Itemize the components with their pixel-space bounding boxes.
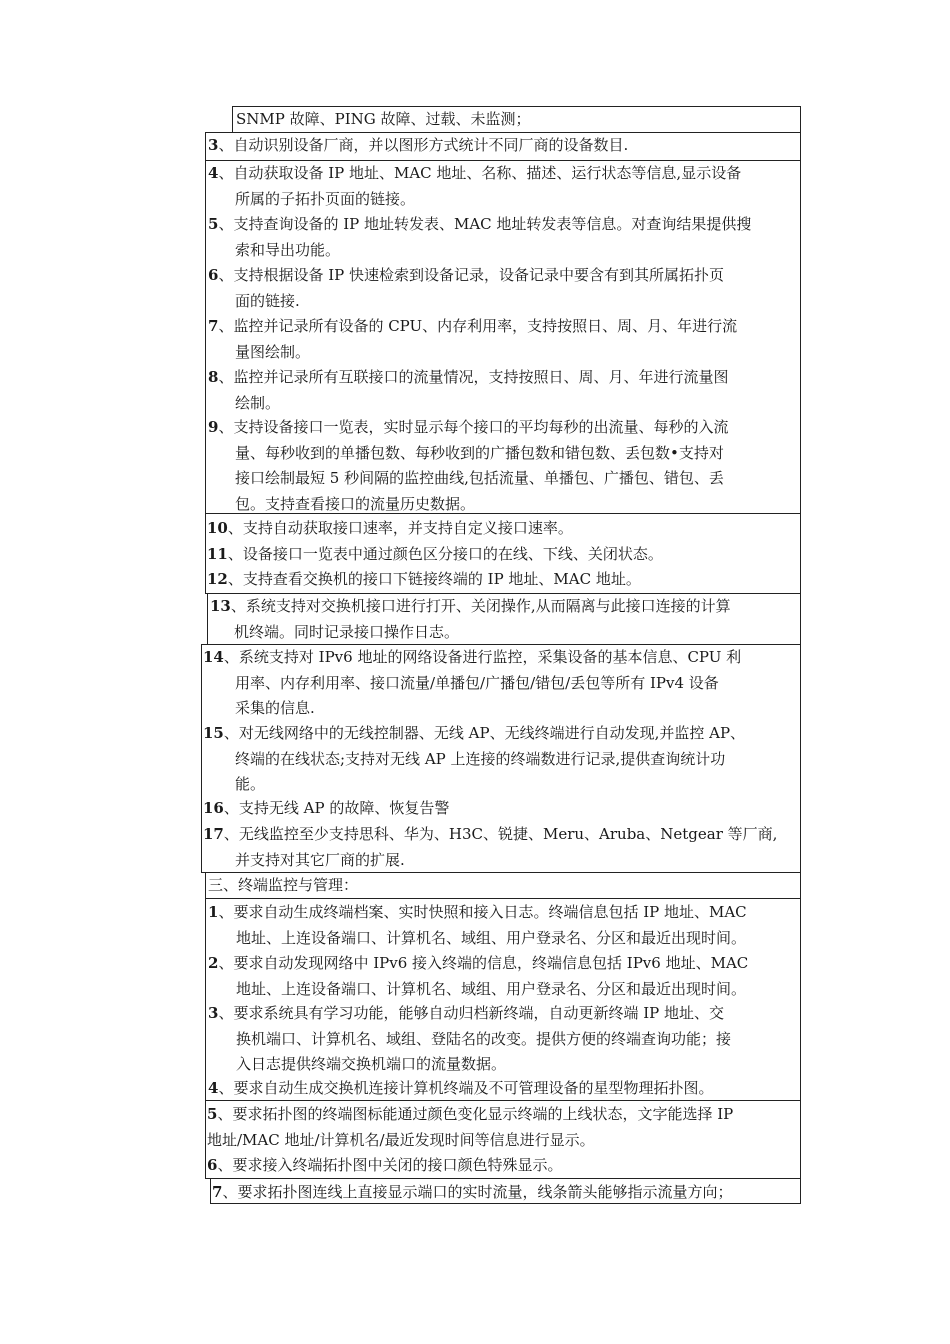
item-number: 15 xyxy=(203,724,224,742)
item-number: 13 xyxy=(210,597,231,615)
list-item xyxy=(208,951,748,1002)
list-item xyxy=(236,107,531,133)
item-line: 机终端。同时记录接口操作日志。 xyxy=(234,622,460,641)
item-line: 终端的在线状态;支持对无线 AP 上连接的终端数进行记录,提供查询统计功 xyxy=(235,749,726,768)
item-number: 9 xyxy=(208,418,219,436)
item-line: 所属的子拓扑页面的链接。 xyxy=(235,189,416,208)
item-number: 3 xyxy=(208,136,219,154)
item-line: 索和导出功能。 xyxy=(235,240,341,259)
list-item xyxy=(203,645,741,722)
item-line: 、支持查看交换机的接口下链接终端的 IP 地址、MAC 地址。 xyxy=(227,570,641,588)
item-number: 16 xyxy=(203,799,224,817)
item-line: 接口绘制最短 5 秒间隔的监控曲线,包括流量、单播包、广播包、错包、丢 xyxy=(235,469,724,487)
list-item xyxy=(203,721,745,798)
item-line: 、要求系统具有学习功能，能够自动归档新终端，自动更新终端 IP 地址、交 xyxy=(218,1004,724,1022)
item-number: 7 xyxy=(212,1183,223,1201)
list-item xyxy=(208,900,747,951)
list-item xyxy=(208,212,751,263)
item-number: 6 xyxy=(207,1156,218,1174)
item-line: 、监控并记录所有互联接口的流量情况，支持按照日、周、月、年进行流量图 xyxy=(218,368,729,386)
list-item xyxy=(208,161,741,212)
item-line: 面的链接. xyxy=(235,291,300,310)
list-item xyxy=(207,542,663,568)
item-line: 、自动获取设备 IP 地址、MAC 地址、名称、描述、运行状态等信息,显示设备 xyxy=(218,164,742,182)
item-line: 绘制。 xyxy=(235,393,281,412)
item-line: 、设备接口一览表中通过颜色区分接口的在线、下线、关闭状态。 xyxy=(227,545,663,563)
item-line: 、支持无线 AP 的故障、恢复告警 xyxy=(223,799,450,817)
item-line: 、无线监控至少支持思科、华为、H3C、锐捷、Meru、Aruba、Netgear 等厂商, xyxy=(223,825,778,843)
item-number: 7 xyxy=(208,317,219,335)
item-line: 、要求接入终端拓扑图中关闭的接口颜色特殊显示。 xyxy=(217,1156,563,1174)
item-line: 、支持查询设备的 IP 地址转发表、MAC 地址转发表等信息。对查询结果提供搜 xyxy=(218,215,752,233)
list-item xyxy=(208,1001,731,1078)
list-item xyxy=(207,567,641,593)
list-item xyxy=(208,133,628,159)
item-line: 、要求拓扑图的终端图标能通过颜色变化显示终端的上线状态，文字能选择 IP xyxy=(217,1105,734,1123)
item-number: 1 xyxy=(208,903,219,921)
item-line: 地址、上连设备端口、计算机名、域组、用户登录名、分区和最近出现时间。 xyxy=(236,928,747,947)
item-line: 、系统支持对 IPv6 地址的网络设备进行监控，采集设备的基本信息、CPU 利 xyxy=(223,648,742,666)
item-number: 8 xyxy=(208,368,219,386)
item-line: 、支持设备接口一览表，实时显示每个接口的平均每秒的出流量、每秒的入流 xyxy=(218,418,729,436)
section-heading xyxy=(208,873,358,899)
list-item xyxy=(207,1153,562,1179)
item-line: 、系统支持对交换机接口进行打开、关闭操作,从而隔离与此接口连接的计算 xyxy=(230,597,731,615)
item-number: 5 xyxy=(207,1105,218,1123)
item-number: 11 xyxy=(207,545,228,563)
list-item xyxy=(203,796,449,822)
list-item xyxy=(207,516,573,542)
item-number: 3 xyxy=(208,1004,219,1022)
item-number: 14 xyxy=(203,648,224,666)
item-number: 12 xyxy=(207,570,228,588)
item-line: 量图绘制。 xyxy=(235,342,311,361)
item-line: 、对无线网络中的无线控制器、无线 AP、无线终端进行自动发现,并监控 AP、 xyxy=(223,724,746,742)
item-number: 2 xyxy=(208,954,219,972)
item-number: 5 xyxy=(208,215,219,233)
item-number: 17 xyxy=(203,825,224,843)
item-line: 地址/MAC 地址/计算机名/最近发现时间等信息进行显示。 xyxy=(207,1130,595,1149)
item-line: 并支持对其它厂商的扩展. xyxy=(235,850,405,869)
item-line: SNMP 故障、PING 故障、过载、未监测； xyxy=(236,110,531,128)
list-item xyxy=(203,822,777,873)
item-line: 、要求自动生成交换机连接计算机终端及不可管理设备的星型物理拓扑图。 xyxy=(218,1079,714,1097)
list-item xyxy=(208,415,728,517)
item-number: 10 xyxy=(207,519,228,537)
item-line: 、要求自动发现网络中 IPv6 接入终端的信息，终端信息包括 IPv6 地址、MAC xyxy=(218,954,749,972)
list-item xyxy=(210,594,731,645)
list-item xyxy=(207,1102,733,1153)
item-line: 包。支持查看接口的流量历史数据。 xyxy=(235,494,476,513)
item-number: 4 xyxy=(208,1079,219,1097)
list-item xyxy=(208,365,728,416)
item-line: 入日志提供终端交换机端口的流量数据。 xyxy=(236,1055,507,1073)
item-line: 换机端口、计算机名、域组、登陆名的改变。提供方便的终端查询功能；接 xyxy=(236,1029,732,1048)
item-number: 6 xyxy=(208,266,219,284)
item-line: 、自动识别设备厂商，并以图形方式统计不同厂商的设备数目. xyxy=(218,136,629,154)
list-item xyxy=(212,1180,732,1206)
list-item xyxy=(208,314,737,365)
item-number: 4 xyxy=(208,164,219,182)
item-line: 用率、内存利用率、接口流量/单播包/广播包/错包/丢包等所有 IPv4 设备 xyxy=(235,673,719,692)
item-line: 、要求自动生成终端档案、实时快照和接入日志。终端信息包括 IP 地址、MAC xyxy=(218,903,747,921)
item-line: 、要求拓扑图连线上直接显示端口的实时流量，线条箭头能够指示流量方向； xyxy=(222,1183,733,1201)
item-line: 量、每秒收到的单播包数、每秒收到的广播包数和错包数、丢包数•支持对 xyxy=(235,443,724,462)
item-line: 、监控并记录所有设备的 CPU、内存利用率，支持按照日、周、月、年进行流 xyxy=(218,317,738,335)
item-line: 能。 xyxy=(235,775,266,793)
list-item xyxy=(208,1076,713,1102)
item-line: 三、终端监控与管理： xyxy=(208,876,359,894)
list-item xyxy=(208,263,724,314)
item-line: 地址、上连设备端口、计算机名、域组、用户登录名、分区和最近出现时间。 xyxy=(236,979,747,998)
item-line: 采集的信息. xyxy=(235,699,315,717)
item-line: 、支持根据设备 IP 快速检索到设备记录，设备记录中要含有到其所属拓扑页 xyxy=(218,266,724,284)
item-line: 、支持自动获取接口速率，并支持自定义接口速率。 xyxy=(227,519,573,537)
